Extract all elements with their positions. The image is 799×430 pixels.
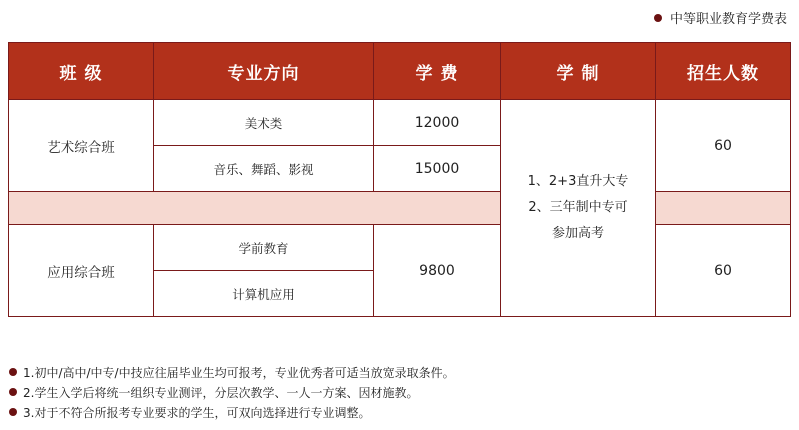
bullet-icon [9,408,17,416]
major-cell: 音乐、舞蹈、影视 [154,146,374,192]
class-art: 艺术综合班 [9,100,154,192]
note-text: 1.初中/高中/中专/中技应往届毕业生均可报考，专业优秀者可适当放宽录取条件。 [23,365,455,380]
fee-cell: 15000 [374,146,501,192]
major-cell: 计算机应用 [154,271,374,317]
note-item [9,382,455,402]
tuition-table [8,42,791,317]
system-cell [501,100,656,317]
major-cell: 学前教育 [154,225,374,271]
enroll-cell: 60 [656,225,791,317]
table-row [9,100,791,146]
table-row [9,225,791,271]
header-class: 班 级 [9,43,154,100]
note-text: 3.对于不符合所报考专业要求的学生，可双向选择进行专业调整。 [23,405,371,420]
table-header-row [9,43,791,100]
note-item [9,402,455,422]
note-item [9,362,455,382]
system-line: 1、2+3直升大专 [527,174,629,189]
note-text: 2.学生入学后将统一组织专业测评，分层次教学、一人一方案、因材施教。 [23,385,419,400]
major-cell: 美术类 [154,100,374,146]
notes-list [9,362,455,422]
enroll-cell: 60 [656,100,791,192]
table-caption [654,8,787,27]
system-line: 2、三年制中专可 [528,200,628,215]
separator-band [9,192,501,225]
fee-cell: 9800 [374,225,501,317]
header-major: 专业方向 [154,43,374,100]
header-fee: 学 费 [374,43,501,100]
bullet-icon [9,368,17,376]
bullet-icon [9,388,17,396]
system-line: 参加高考 [551,226,604,241]
header-enrollment: 招生人数 [656,43,791,100]
class-app: 应用综合班 [9,225,154,317]
fee-cell: 12000 [374,100,501,146]
header-system: 学 制 [501,43,656,100]
separator-row [9,192,791,225]
caption-text: 中等职业教育学费表 [669,12,787,27]
bullet-icon [654,14,662,22]
separator-band [656,192,791,225]
